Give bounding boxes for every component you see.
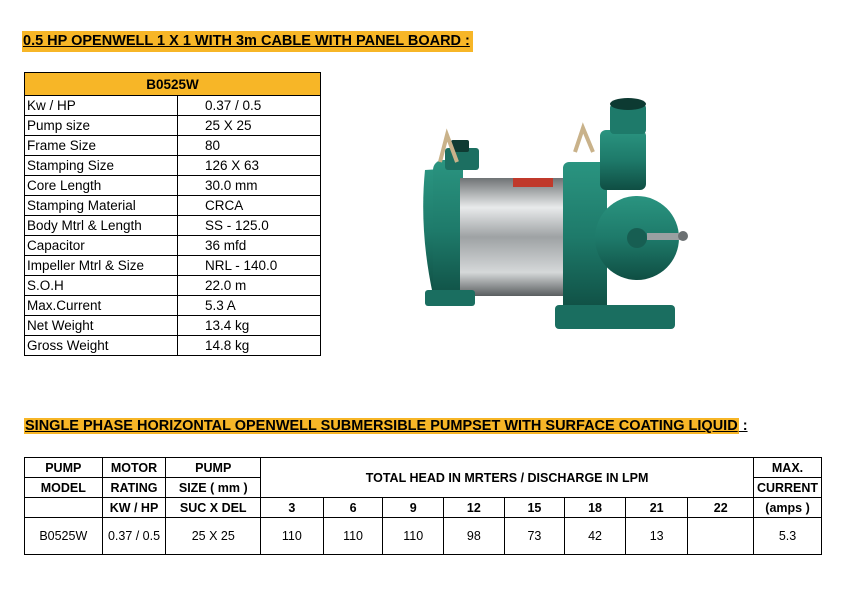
spec-value: SS - 125.0: [178, 216, 321, 236]
spec-label: Stamping Material: [25, 196, 178, 216]
spec-label: Max.Current: [25, 296, 178, 316]
performance-table: [24, 457, 822, 555]
spec-value: 0.37 / 0.5: [178, 96, 321, 116]
spec-value: 14.8 kg: [178, 336, 321, 356]
table-row: [25, 518, 822, 555]
header-max-current: MAX.: [754, 458, 822, 478]
head-value: 18: [565, 498, 626, 518]
spec-label: S.O.H: [25, 276, 178, 296]
head-value: 15: [504, 498, 565, 518]
spec-row: [25, 216, 321, 236]
spec-row: [25, 116, 321, 136]
spec-label: Frame Size: [25, 136, 178, 156]
header-row: [25, 498, 822, 518]
head-value: 21: [625, 498, 688, 518]
cell-discharge: 110: [323, 518, 383, 555]
header-motor-rating: MOTOR: [102, 458, 166, 478]
spec-row: [25, 316, 321, 336]
spec-label: Core Length: [25, 176, 178, 196]
cell-discharge: 98: [444, 518, 505, 555]
spec-row: [25, 236, 321, 256]
head-value: 6: [323, 498, 383, 518]
spec-label: Body Mtrl & Length: [25, 216, 178, 236]
spec-row: [25, 196, 321, 216]
spec-row: [25, 276, 321, 296]
header-motor-rating: RATING: [102, 478, 166, 498]
head-value: 3: [261, 498, 324, 518]
spec-label: Capacitor: [25, 236, 178, 256]
cell-size: 25 X 25: [166, 518, 261, 555]
header-pump-size: PUMP: [166, 458, 261, 478]
spec-value: 5.3 A: [178, 296, 321, 316]
cell-current: 5.3: [754, 518, 822, 555]
cell-model: B0525W: [25, 518, 103, 555]
section-title-highlight: SINGLE PHASE HORIZONTAL OPENWELL SUBMERSIBLE PUMPSET WITH SURFACE COATING LIQUID: [25, 418, 738, 434]
page-title: 0.5 HP OPENWELL 1 X 1 WITH 3m CABLE WITH PANEL BOARD :: [22, 31, 473, 52]
spec-value: 22.0 m: [178, 276, 321, 296]
header-pump-model: PUMP: [25, 458, 103, 478]
head-value: 9: [383, 498, 444, 518]
header-max-current: (amps ): [754, 498, 822, 518]
spec-row: [25, 136, 321, 156]
header-row: [25, 458, 822, 478]
spec-row: [25, 336, 321, 356]
spec-value: 13.4 kg: [178, 316, 321, 336]
header-pump-size: SUC X DEL: [166, 498, 261, 518]
spec-label: Pump size: [25, 116, 178, 136]
spec-row: [25, 296, 321, 316]
spec-value: 36 mfd: [178, 236, 321, 256]
head-value: 22: [688, 498, 754, 518]
spec-value: 126 X 63: [178, 156, 321, 176]
spec-row: [25, 176, 321, 196]
spec-value: NRL - 140.0: [178, 256, 321, 276]
spec-table: [24, 72, 321, 356]
spec-label: Impeller Mtrl & Size: [25, 256, 178, 276]
header-blank: [25, 498, 103, 518]
head-value: 12: [444, 498, 505, 518]
section-title-suffix: :: [738, 418, 748, 434]
spec-row: [25, 156, 321, 176]
spec-row: [25, 256, 321, 276]
spec-value: 30.0 mm: [178, 176, 321, 196]
header-pump-model: MODEL: [25, 478, 103, 498]
cell-discharge: [688, 518, 754, 555]
header-max-current: CURRENT: [754, 478, 822, 498]
cell-rating: 0.37 / 0.5: [102, 518, 166, 555]
spec-model-header: B0525W: [25, 73, 321, 96]
cell-discharge: 13: [625, 518, 688, 555]
spec-label: Net Weight: [25, 316, 178, 336]
spec-label: Stamping Size: [25, 156, 178, 176]
spec-value: 25 X 25: [178, 116, 321, 136]
spec-row: [25, 96, 321, 116]
cell-discharge: 73: [504, 518, 565, 555]
spec-label: Kw / HP: [25, 96, 178, 116]
spec-header-row: [25, 73, 321, 96]
cell-discharge: 110: [383, 518, 444, 555]
header-total-head: TOTAL HEAD IN MRTERS / DISCHARGE IN LPM: [261, 458, 754, 498]
section-title: [24, 415, 748, 437]
spec-value: 80: [178, 136, 321, 156]
pump-image: [415, 90, 715, 350]
header-pump-size: SIZE ( mm ): [166, 478, 261, 498]
cell-discharge: 110: [261, 518, 324, 555]
cell-discharge: 42: [565, 518, 626, 555]
spec-label: Gross Weight: [25, 336, 178, 356]
header-motor-rating: KW / HP: [102, 498, 166, 518]
spec-value: CRCA: [178, 196, 321, 216]
